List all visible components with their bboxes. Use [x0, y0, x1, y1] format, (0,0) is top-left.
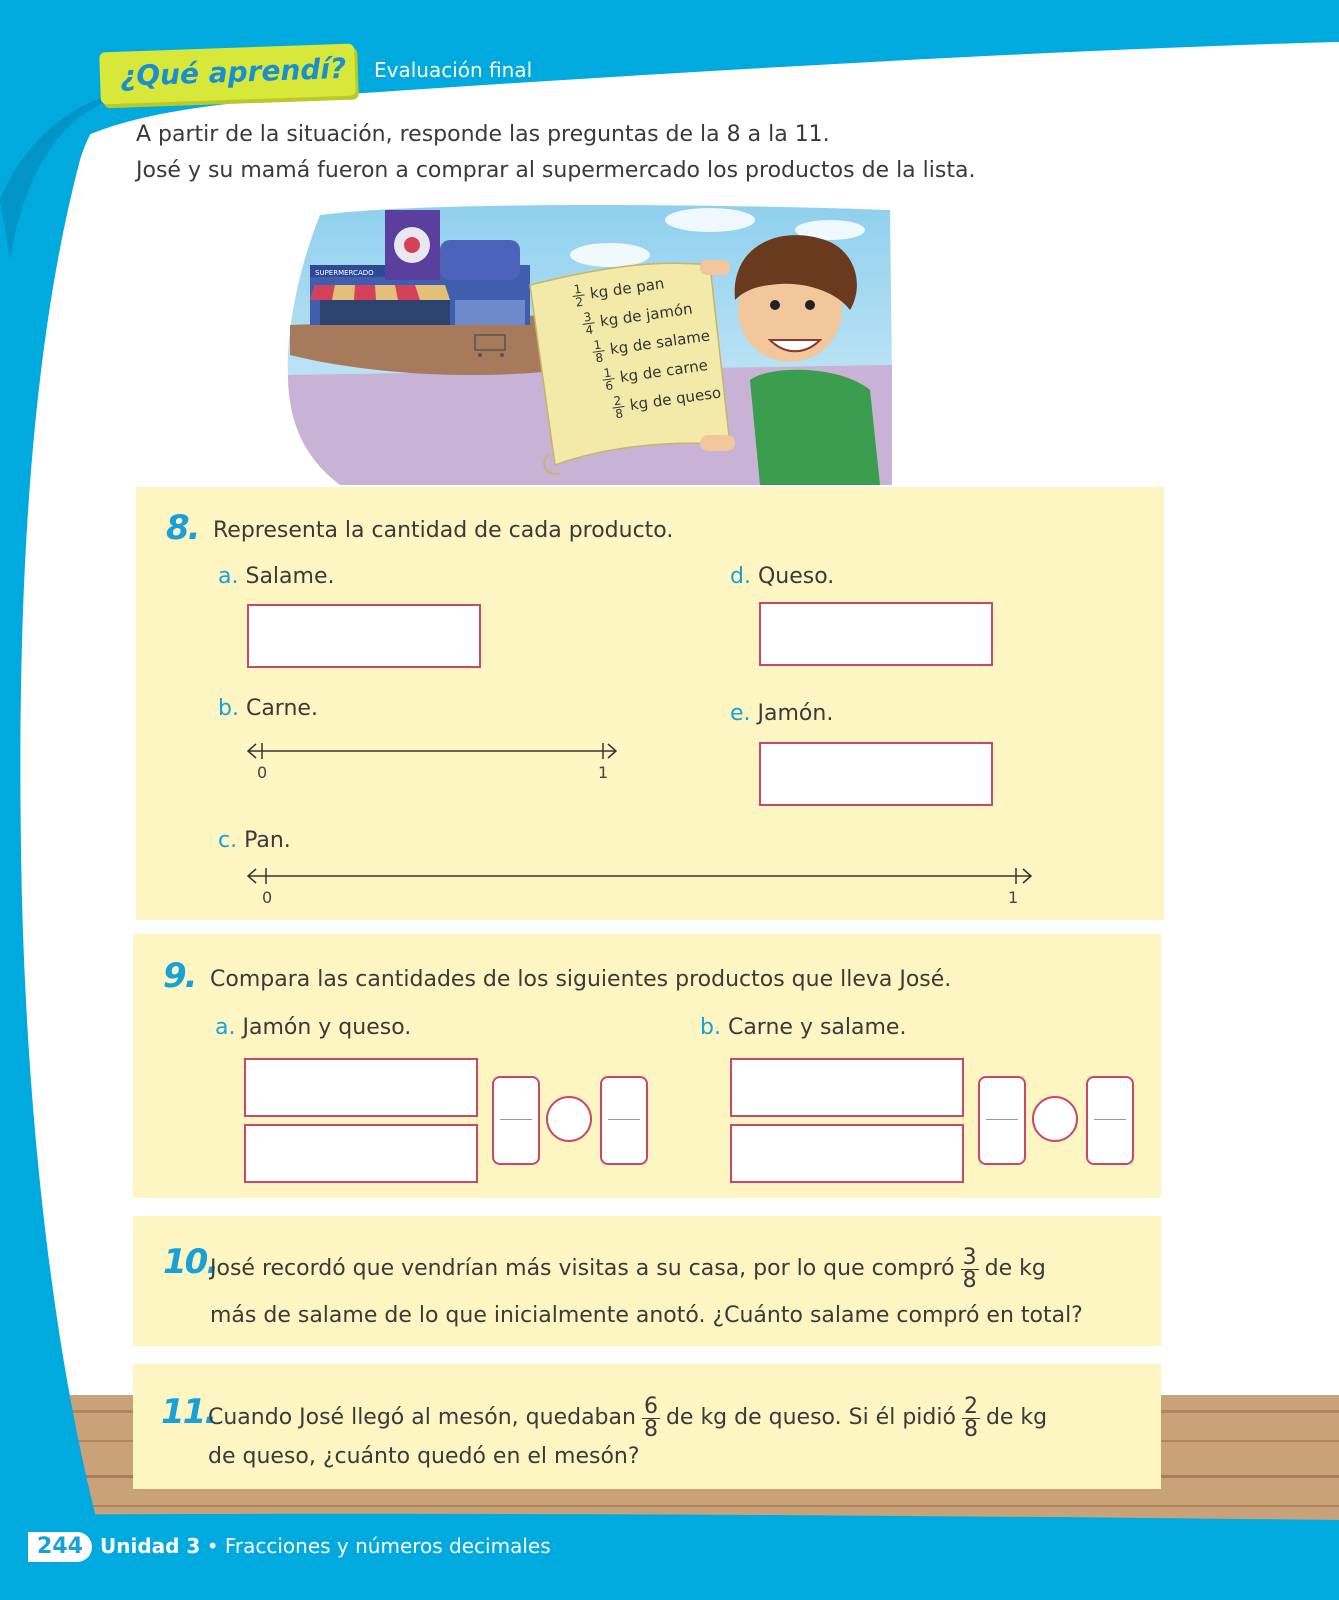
- q8-a-answer-box[interactable]: [247, 604, 481, 668]
- supermarket-illustration: [280, 205, 910, 485]
- intro-line-1: A partir de la situación, responde las preguntas de la 8 a la 11.: [136, 122, 830, 147]
- q9-a-label: a. Jamón y queso.: [215, 1015, 412, 1040]
- q9-a-box-top[interactable]: [244, 1058, 478, 1117]
- q8-d-label: d. Queso.: [730, 564, 835, 589]
- q10-fraction: $\frac{3}{8}$: [962, 1244, 977, 1293]
- intro-line-2: José y su mamá fueron a comprar al supermercado los productos de la lista.: [136, 158, 976, 183]
- list-item: $\frac{1}{6}$ kg de carne: [602, 356, 709, 394]
- q9-b-label: b. Carne y salame.: [700, 1015, 907, 1040]
- q8-d-answer-box[interactable]: [759, 602, 993, 666]
- question-9-number: 9.: [163, 956, 196, 996]
- q8-e-answer-box[interactable]: [759, 742, 993, 806]
- section-subtitle: Evaluación final: [374, 58, 533, 82]
- list-item: $\frac{1}{2}$ kg de pan: [572, 274, 666, 310]
- q8-c-tick-0: 0: [262, 888, 273, 907]
- shopping-list: [565, 266, 723, 425]
- q8-b-label: b. Carne.: [218, 696, 318, 721]
- list-item: $\frac{1}{8}$ kg de salame: [592, 326, 712, 366]
- footer-unit: Unidad 3 • Fracciones y números decimales: [100, 1534, 551, 1558]
- q8-b-tick-1: 1: [598, 763, 609, 782]
- q9-b-box-top[interactable]: [730, 1058, 964, 1117]
- question-10-line-1: José recordó que vendrían más visitas a su casa, por lo que compró $\frac{3}{8}$ de kg: [210, 1244, 1046, 1293]
- q11-fraction-2: $\frac{2}{8}$: [963, 1393, 978, 1442]
- badge-title: ¿Qué aprendí?: [119, 51, 347, 93]
- q8-e-label: e. Jamón.: [730, 701, 834, 726]
- list-item: $\frac{2}{8}$ kg de queso: [612, 383, 723, 422]
- q8-c-tick-1: 1: [1008, 888, 1019, 907]
- question-10-line-2: más de salame de lo que inicialmente anotó. ¿Cuánto salame compró en total?: [210, 1303, 1083, 1328]
- question-11-number: 11.: [161, 1392, 216, 1432]
- q11-fraction-1: $\frac{6}{8}$: [643, 1393, 658, 1442]
- q9-b-compare-circle[interactable]: [1032, 1096, 1078, 1142]
- list-item: $\frac{3}{4}$ kg de jamón: [582, 299, 694, 338]
- question-10-number: 10.: [163, 1242, 218, 1282]
- question-8-text: Representa la cantidad de cada producto.: [213, 518, 674, 543]
- q8-b-tick-0: 0: [257, 763, 268, 782]
- q9-a-fraction-right[interactable]: [600, 1076, 648, 1165]
- q8-c-number-line[interactable]: [244, 865, 1039, 887]
- q9-a-fraction-left[interactable]: [492, 1076, 540, 1165]
- q8-b-number-line[interactable]: [244, 740, 624, 762]
- section-badge: [99, 44, 356, 105]
- question-11-line-2: de queso, ¿cuánto quedó en el mesón?: [208, 1444, 640, 1469]
- q8-c-label: c. Pan.: [218, 828, 291, 853]
- q9-b-fraction-right[interactable]: [1086, 1076, 1134, 1165]
- question-8-number: 8.: [166, 508, 199, 548]
- question-11-line-1: Cuando José llegó al mesón, quedaban $\frac{6}{8}$ de kg de queso. Si él pidió $\frac{2}{8}$ de kg: [208, 1393, 1048, 1442]
- q9-b-box-bottom[interactable]: [730, 1124, 964, 1183]
- question-9-text: Compara las cantidades de los siguientes productos que lleva José.: [210, 967, 952, 992]
- q9-a-box-bottom[interactable]: [244, 1124, 478, 1183]
- q9-b-fraction-left[interactable]: [978, 1076, 1026, 1165]
- store-sign: SUPERMERCADO: [315, 269, 374, 277]
- q9-a-compare-circle[interactable]: [546, 1096, 592, 1142]
- q8-a-label: a. Salame.: [218, 564, 335, 589]
- page-number: 244: [28, 1532, 92, 1562]
